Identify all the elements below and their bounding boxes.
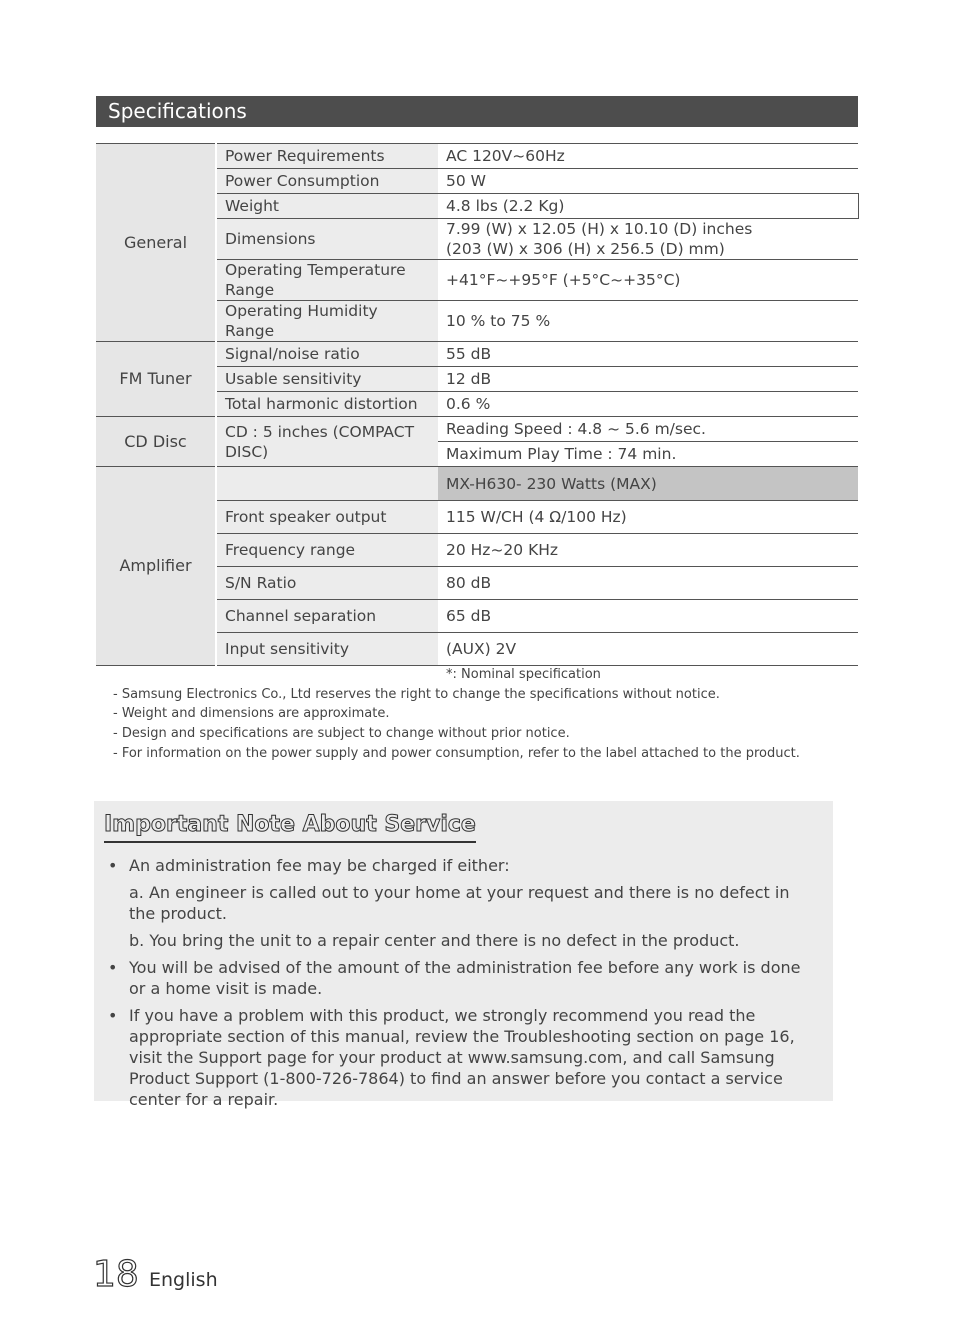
spec-value: Maximum Play Time : 74 min.: [438, 442, 858, 467]
spec-label: Signal/noise ratio: [216, 342, 438, 367]
category-general: General: [96, 144, 216, 342]
service-problem: If you have a problem with this product, we strongly recommend you read the appropriate section of this manual, review the Troubleshooting section on page 16, visit the Support page for your product at www.samsung.com, and call Samsung Product Support (1-800-726-7864) to find an answer before you contact a service center for a repair.: [129, 1006, 795, 1109]
spec-value: 65 dB: [438, 600, 858, 633]
spec-label: Usable sensitivity: [216, 367, 438, 392]
amplifier-model-header: MX-H630- 230 Watts (MAX): [438, 467, 858, 501]
table-row: [96, 467, 858, 501]
list-item: [104, 855, 817, 951]
spec-label: Frequency range: [216, 534, 438, 567]
service-item-b: b. You bring the unit to a repair center and there is no defect in the product.: [129, 931, 740, 950]
spec-label-empty: [216, 467, 438, 501]
spec-value: 4.8 lbs (2.2 Kg): [438, 194, 858, 219]
spec-value: [438, 219, 858, 260]
page-language: English: [149, 1269, 218, 1291]
spec-value: (AUX) 2V: [438, 633, 858, 666]
service-list: [104, 855, 817, 1110]
spec-label: Power Consumption: [216, 169, 438, 194]
list-item: [104, 1005, 817, 1110]
note-item: - For information on the power supply and power consumption, refer to the label attached to the product.: [113, 745, 800, 761]
specification-notes: [113, 665, 853, 764]
spec-value: Reading Speed : 4.8 ~ 5.6 m/sec.: [438, 417, 858, 442]
service-advised: You will be advised of the amount of the administration fee before any work is done or a home visit is made.: [129, 958, 801, 998]
note-item: - Weight and dimensions are approximate.: [113, 706, 390, 722]
section-header-specifications: Specifications: [96, 96, 858, 127]
table-row: [96, 144, 858, 169]
spec-label: Dimensions: [216, 219, 438, 260]
dimensions-mm: (203 (W) x 306 (H) x 256.5 (D) mm): [446, 240, 725, 258]
spec-value: 10 % to 75 %: [438, 301, 858, 342]
table-row: [96, 417, 858, 442]
spec-label: Operating Temperature Range: [216, 260, 438, 301]
spec-label: CD : 5 inches (COMPACT DISC): [216, 417, 438, 467]
spec-value: +41°F~+95°F (+5°C~+35°C): [438, 260, 858, 301]
list-item: [104, 957, 817, 999]
spec-value: 50 W: [438, 169, 858, 194]
spec-label: S/N Ratio: [216, 567, 438, 600]
service-intro: An administration fee may be charged if either:: [129, 856, 510, 875]
note-item: - Design and specifications are subject to change without prior notice.: [113, 726, 570, 742]
specifications-table: [96, 143, 859, 666]
nominal-note: *: Nominal specification: [446, 667, 601, 682]
spec-value: AC 120V~60Hz: [438, 144, 858, 169]
spec-value: 55 dB: [438, 342, 858, 367]
service-note-box: [94, 801, 833, 1109]
page-number: 18: [93, 1254, 139, 1295]
category-amplifier: Amplifier: [96, 467, 216, 666]
spec-label: Weight: [216, 194, 438, 219]
spec-label: Total harmonic distortion: [216, 392, 438, 417]
dimensions-inches: 7.99 (W) x 12.05 (H) x 10.10 (D) inches: [446, 220, 753, 238]
bullet-icon: •: [108, 856, 118, 875]
spec-label: Channel separation: [216, 600, 438, 633]
category-fm-tuner: FM Tuner: [96, 342, 216, 417]
table-row: [96, 342, 858, 367]
spec-value: 80 dB: [438, 567, 858, 600]
spec-label: Power Requirements: [216, 144, 438, 169]
bullet-icon: •: [108, 1006, 118, 1025]
bullet-icon: •: [108, 958, 118, 977]
category-cd-disc: CD Disc: [96, 417, 216, 467]
spec-value: 0.6 %: [438, 392, 858, 417]
service-title: Important Note About Service: [104, 811, 476, 843]
spec-label: Input sensitivity: [216, 633, 438, 666]
service-item-a: a. An engineer is called out to your home at your request and there is no defect in the product.: [129, 883, 790, 923]
spec-label: Front speaker output: [216, 501, 438, 534]
note-item: - Samsung Electronics Co., Ltd reserves the right to change the specifications without notice.: [113, 686, 720, 702]
spec-label: Operating Humidity Range: [216, 301, 438, 342]
spec-value: 12 dB: [438, 367, 858, 392]
spec-value: 20 Hz~20 KHz: [438, 534, 858, 567]
spec-value: 115 W/CH (4 Ω/100 Hz): [438, 501, 858, 534]
